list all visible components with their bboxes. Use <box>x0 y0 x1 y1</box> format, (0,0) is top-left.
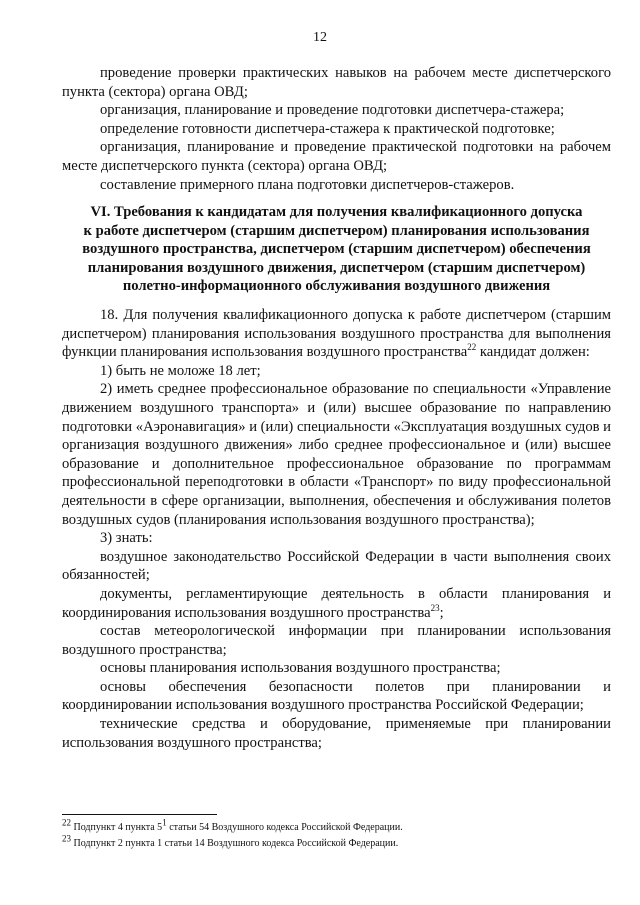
requirement-item-2: 2) иметь среднее профессиональное образование по специальности «Управление движением воздушного транспорта» и (или) высшее образование по направлению подготовки «Аэронавигация» и (или) специальности «Эксплуатация воздушных судов и организация воздушного движения» либо среднее профессиональное и (или) высшее образование и дополнительное профессиональное образование по программам профессиональной переподготовки в области «Транспорт» по виду профессиональной деятельности в сфере организации, выполнения, обеспечения и обслуживания полетов воздушных судов (планирования использования воздушного пространства); <box>62 381 611 528</box>
footnote-text: Подпункт 2 пункта 1 статьи 14 Воздушного кодекса Российской Федерации. <box>73 838 399 849</box>
footnote-22 <box>62 817 611 836</box>
footnote-text: Подпункт 4 пункта 5 <box>73 822 163 833</box>
clause-18 <box>62 306 611 752</box>
heading-line: к работе диспетчером (старшим диспетчером) планирования использования <box>83 222 590 239</box>
knowledge-item: основы планирования использования воздушного пространства; <box>100 660 501 677</box>
clause-18-tail: кандидат должен: <box>479 344 590 361</box>
list-item: организация, планирование и проведение практической подготовки на рабочем месте диспетчерского пункта (сектора) органа ОВД; <box>62 139 611 174</box>
footnote-text: статьи 54 Воздушного кодекса Российской Федерации. <box>169 822 403 833</box>
footnote-number: 22 <box>62 817 71 828</box>
heading-line: воздушного пространства, диспетчером (старшим диспетчером) обеспечения <box>82 241 591 258</box>
heading-line: планирования воздушного движения, диспетчером (старшим диспетчером) <box>87 259 586 276</box>
footnote-ref-23: 23 <box>430 602 440 613</box>
knowledge-item: воздушное законодательство Российской Федерации в части выполнения своих обязанностей; <box>62 548 611 584</box>
heading-line: VI. Требования к кандидатам для получения квалификационного допуска <box>90 204 583 220</box>
list-item: проведение проверки практических навыков на рабочем месте диспетчерского пункта (сектора) органа ОВД; <box>62 65 611 100</box>
knowledge-item-text: документы, регламентирующие деятельность в области планирования и координирования использования воздушного пространства <box>62 585 611 621</box>
knowledge-item <box>62 585 611 622</box>
footnote-number: 23 <box>62 833 71 844</box>
knowledge-item: основы обеспечения безопасности полетов при планировании и координировании использования воздушного пространства Российской Федерации; <box>62 678 611 714</box>
footnotes <box>62 817 611 852</box>
page-number: 12 <box>313 30 327 45</box>
knowledge-item: технические средства и оборудование, применяемые при планировании использования воздушного пространства; <box>62 716 611 751</box>
top-list <box>62 64 611 194</box>
knowledge-item-tail: ; <box>439 604 444 621</box>
knowledge-item: состав метеорологической информации при планировании использования воздушного пространства; <box>62 623 611 658</box>
clause-18-intro <box>62 306 611 362</box>
list-item: организация, планирование и проведение подготовки диспетчера-стажера; <box>100 102 565 119</box>
list-item: составление примерного плана подготовки диспетчеров-стажеров. <box>100 176 515 193</box>
requirement-item-3: 3) знать: <box>100 530 153 547</box>
footnote-superscript: 1 <box>162 817 167 828</box>
footnote-23 <box>62 833 611 852</box>
requirement-item-1: 1) быть не моложе 18 лет; <box>100 362 261 379</box>
clause-18-text: 18. Для получения квалификационного допуска к работе диспетчером (старшим диспетчером) планирования использования воздушного пространства для выполнения функции планирования использования воздушного пространства <box>62 307 611 361</box>
footnote-divider <box>62 814 217 815</box>
footnote-ref-22: 22 <box>467 342 477 353</box>
section-heading <box>62 203 611 296</box>
heading-line: полетно-информационного обслуживания воздушного движения <box>122 278 551 295</box>
list-item: определение готовности диспетчера-стажера к практической подготовке; <box>100 120 555 137</box>
